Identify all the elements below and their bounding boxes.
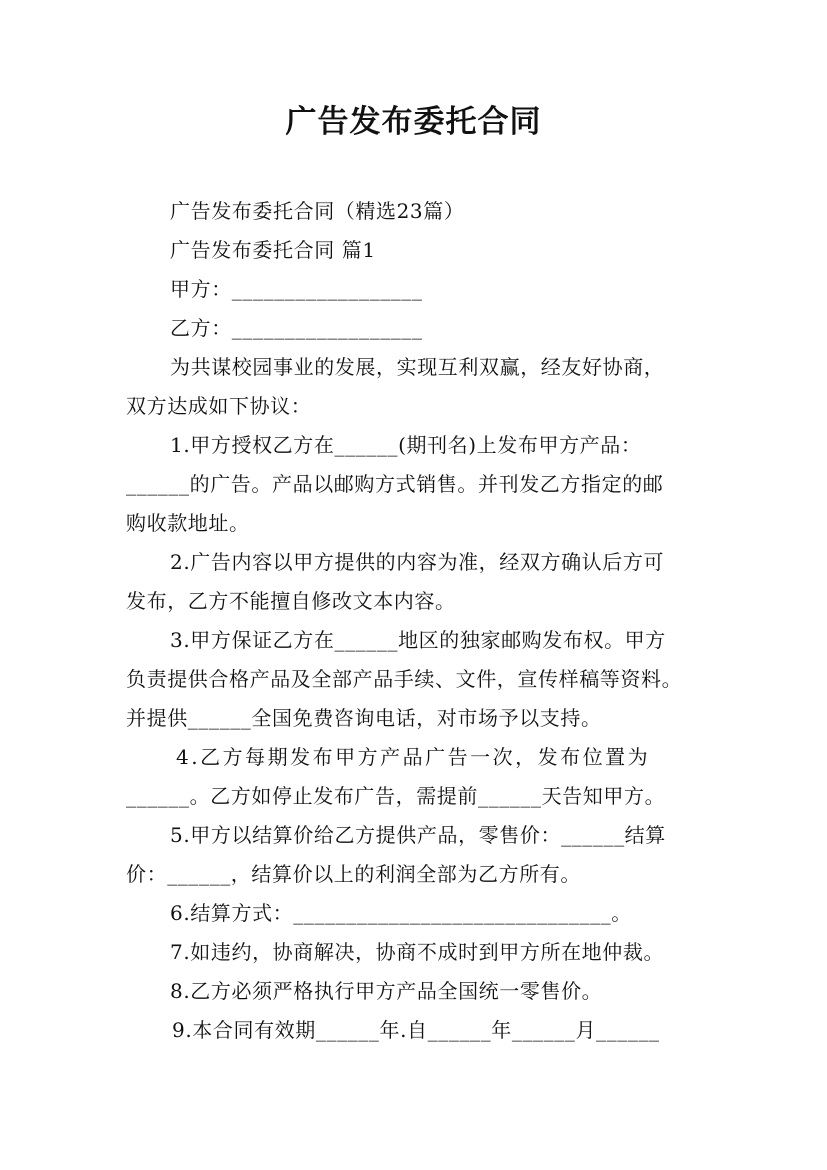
section-heading: 广告发布委托合同 篇1 bbox=[170, 238, 376, 262]
clause-line: 2.广告内容以甲方提供的内容为准，经双方确认后方可 bbox=[170, 550, 665, 574]
clause-line: 负责提供合格产品及全部产品手续、文件，宣传样稿等资料。 bbox=[126, 667, 683, 691]
clause-line: ______。乙方如停止发布广告，需提前______天告知甲方。 bbox=[126, 784, 666, 808]
clause-line: 1.甲方授权乙方在______(期刊名)上发布甲方产品： bbox=[170, 433, 642, 457]
clause-line: 5.甲方以结算价给乙方提供产品，零售价：______结算 bbox=[170, 823, 666, 847]
clause-line: 发布，乙方不能擅自修改文本内容。 bbox=[126, 589, 456, 613]
clause-line: 8.乙方必须严格执行甲方产品全国统一零售价。 bbox=[170, 979, 603, 1003]
clause-line: 6.结算方式：______________________________。 bbox=[170, 901, 632, 925]
clause-line: 价：______，结算价以上的利润全部为乙方所有。 bbox=[126, 862, 581, 886]
clause-line: 并提供______全国免费咨询电话，对市场予以支持。 bbox=[126, 706, 602, 730]
document-title: 广告发布委托合同 bbox=[285, 104, 542, 140]
clause-line: 9.本合同有效期______年.自______年______月______ bbox=[172, 1018, 660, 1042]
clause-line: ______的广告。产品以邮购方式销售。并刊发乙方指定的邮 bbox=[126, 472, 664, 496]
preamble-line: 双方达成如下协议： bbox=[126, 394, 312, 418]
clause-line: 7.如违约，协商解决，协商不成时到甲方所在地仲裁。 bbox=[170, 940, 665, 964]
clause-line: 购收款地址。 bbox=[126, 511, 250, 535]
party-a-line: 甲方：__________________ bbox=[170, 277, 423, 301]
clause-line: 4.乙方每期发布甲方产品广告一次，发布位置为 bbox=[176, 745, 651, 769]
party-b-line: 乙方：__________________ bbox=[170, 316, 423, 340]
clause-line: 3.甲方保证乙方在______地区的独家邮购发布权。甲方 bbox=[170, 628, 666, 652]
subtitle-line: 广告发布委托合同（精选23篇） bbox=[170, 199, 465, 223]
preamble-line: 为共谋校园事业的发展，实现互利双赢，经友好协商， bbox=[170, 355, 665, 379]
